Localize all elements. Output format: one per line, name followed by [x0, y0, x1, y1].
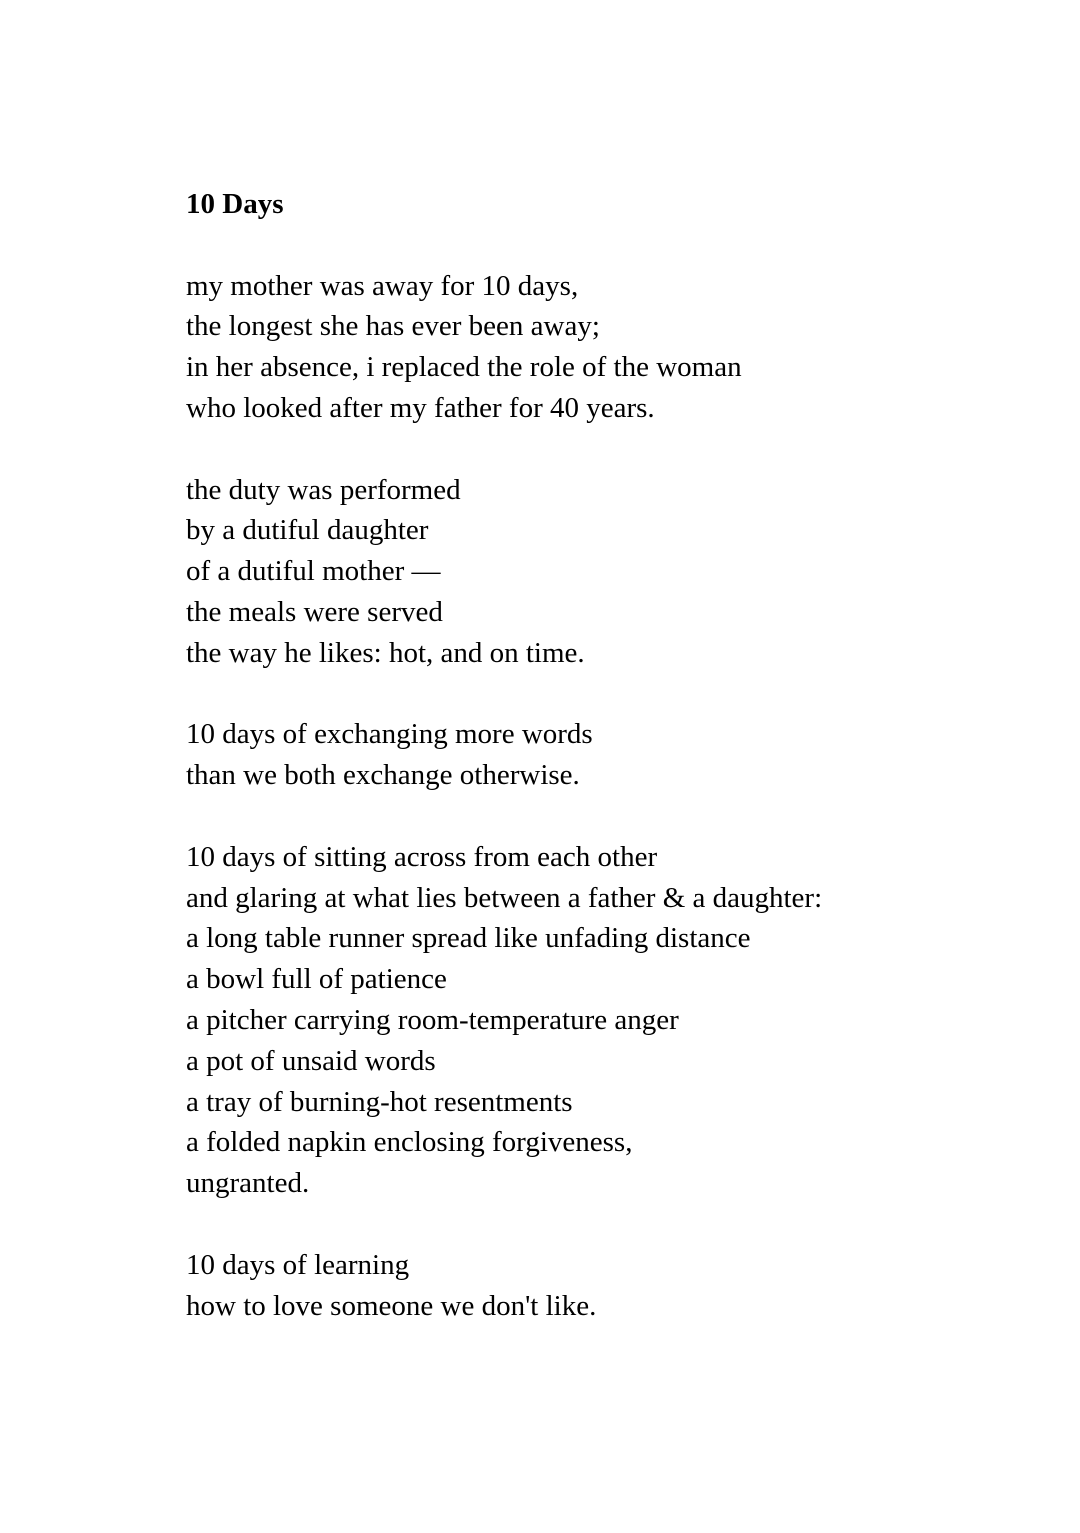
- poem-line: how to love someone we don't like.: [186, 1289, 597, 1322]
- stanza-1: [186, 266, 1046, 429]
- poem-line: and glaring at what lies between a father & a daughter:: [186, 881, 823, 914]
- poem-line: 10 days of learning: [186, 1248, 410, 1281]
- poem-line: by a dutiful daughter: [186, 514, 429, 547]
- poem-line: a long table runner spread like unfading distance: [186, 922, 751, 955]
- poem-line: the duty was performed: [186, 473, 461, 506]
- poem-line: a bowl full of patience: [186, 963, 447, 996]
- stanza-5: [186, 1245, 1046, 1327]
- poem-line: 10 days of exchanging more words: [186, 718, 593, 751]
- poem-line: who looked after my father for 40 years.: [186, 391, 655, 424]
- poem-title: 10 Days: [186, 188, 284, 220]
- poem-line: a tray of burning-hot resentments: [186, 1085, 573, 1118]
- poem-line: a pitcher carrying room-temperature anger: [186, 1003, 679, 1036]
- stanza-2: [186, 470, 1046, 674]
- poem-line: the meals were served: [186, 595, 443, 628]
- poem-line: the longest she has ever been away;: [186, 310, 600, 343]
- poem: [186, 184, 1046, 1326]
- poem-line: the way he likes: hot, and on time.: [186, 636, 585, 669]
- poem-line: my mother was away for 10 days,: [186, 269, 579, 302]
- poem-line: of a dutiful mother —: [186, 555, 441, 588]
- poem-line: a pot of unsaid words: [186, 1044, 436, 1077]
- stanza-3: [186, 714, 1046, 796]
- poem-line: ungranted.: [186, 1167, 310, 1200]
- poem-line: 10 days of sitting across from each other: [186, 840, 658, 873]
- poem-line: a folded napkin enclosing forgiveness,: [186, 1126, 633, 1159]
- stanza-4: [186, 837, 1046, 1204]
- poem-line: in her absence, i replaced the role of the woman: [186, 351, 742, 384]
- poem-line: than we both exchange otherwise.: [186, 759, 580, 792]
